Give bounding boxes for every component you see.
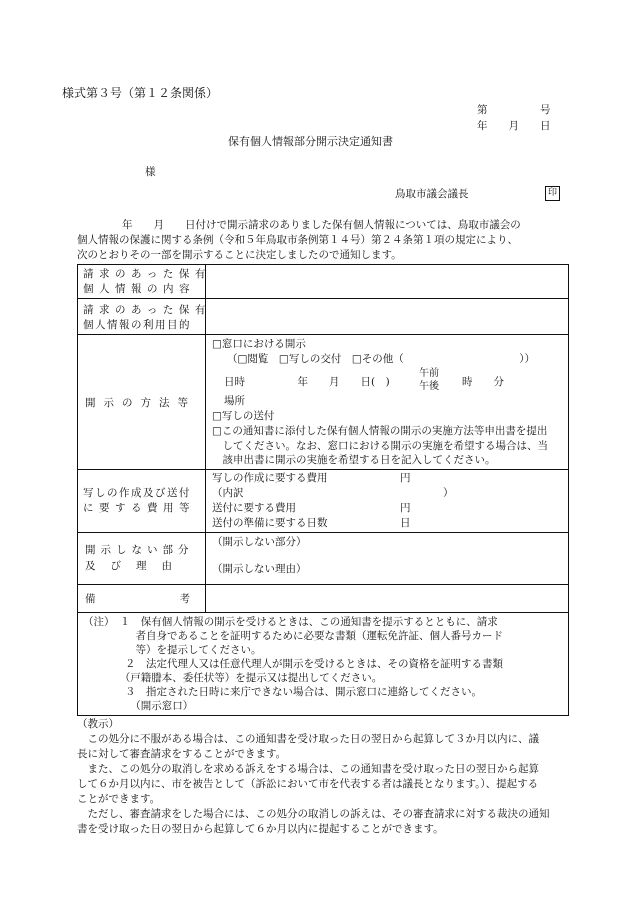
am-label: 午前 <box>419 368 439 379</box>
note-line: （注） １ 保有個人情報の開示を受けるときは、この通知書を提示するとともに、請求 <box>83 616 498 628</box>
instruction-title: （教示） <box>77 718 119 730</box>
instruction-line: して６か月以内に、市を被告として（訴訟において市を代表する者は議長となります。）、提起する <box>77 778 539 790</box>
postage-label: 送付に要する費用 <box>212 502 296 514</box>
undisclosed-part: （開示しない部分） <box>212 536 307 548</box>
preparation-days-label: 送付の準備に要する日数 <box>212 517 328 529</box>
intro-line-1: 年 月 日付けで開示請求のありました保有個人情報については、鳥取市議会の <box>122 219 521 231</box>
instruction-line: また、この処分の取消しを求める訴えをする場合は、この通知書を受け取った日の翌日から起算 <box>77 763 539 775</box>
fee-breakdown: （内訳 ） <box>212 487 454 499</box>
instruction-line: この処分に不服がある場合は、この通知書を受け取った日の翌日から起算して３か月以内に、議 <box>77 733 539 745</box>
note-line: 者自身であることを証明するために必要な書類（運転免許証、個人番号カード <box>83 630 503 642</box>
place-label: 場所 <box>224 395 245 407</box>
mail-copy-option: □写しの送付 <box>212 410 275 422</box>
purpose-label: 個人情報の利用目的 <box>83 319 191 331</box>
counter-disclosure-option: □窓口における開示 <box>212 338 306 350</box>
note-line: ２ 法定代理人又は任意代理人が開示を受けるときは、その資格を証明する書類 <box>83 658 503 670</box>
method-label: 開示の方法等 <box>85 397 196 409</box>
row-divider <box>77 532 569 533</box>
fee-label: 写しの作成及び送付 <box>83 487 191 499</box>
table-border <box>77 264 569 265</box>
seal-mark: 印 <box>545 186 560 201</box>
disclosure-form-table <box>77 264 569 716</box>
fee-label: に要する費用等 <box>83 502 195 514</box>
instruction-line: ことができます。 <box>77 793 161 805</box>
row-divider <box>77 334 569 335</box>
instruction-line: ただし、審査請求をした場合には、この処分の取消しの訴えは、その審査請求に対する裁決の通知 <box>77 808 550 820</box>
application-option-note: してください。なお、窓口における開示の実施を希望する場合は、当 <box>212 440 548 452</box>
day-unit: 日 <box>400 517 411 529</box>
note-line: 等）を提示してください。 <box>83 644 262 656</box>
note-line: （開示窓口） <box>83 700 194 712</box>
remarks-label: 備考 <box>85 593 274 605</box>
document-number: 第 号 <box>477 104 551 116</box>
sender-name: 鳥取市議会議長 <box>395 188 469 200</box>
application-option-note: 該申出書に開示の実施を希望する日を記入してください。 <box>212 454 496 466</box>
copy-fee-label: 写しの作成に要する費用 <box>212 472 328 484</box>
instruction-line: 書を受け取った日の翌日から起算して６か月以内に提起することができます。 <box>77 823 444 835</box>
undisclosed-label: 及び理由 <box>85 560 187 572</box>
application-option: □この通知書に添付した保有個人情報の開示の実施方法等申出書を提出 <box>212 425 548 437</box>
table-border <box>77 264 78 716</box>
pm-label: 午後 <box>419 381 439 392</box>
row-divider <box>77 469 569 470</box>
note-line: ３ 指定された日時に来庁できない場合は、開示窓口に連絡してください。 <box>83 686 482 698</box>
undisclosed-label: 開示しない部分 <box>85 544 194 556</box>
form-number: 様式第３号（第１２条関係） <box>62 86 219 100</box>
purpose-label: 請求のあった保有 <box>83 304 211 316</box>
note-line: （戸籍謄本、委任状等）を提示又は提出してください。 <box>83 672 383 684</box>
requested-info-label: 請求のあった保有 <box>83 268 211 280</box>
appointment-time: 時 分 <box>462 376 504 388</box>
row-divider <box>77 298 569 299</box>
document-date: 年 月 日 <box>477 120 551 132</box>
counter-sub-options: （□閲覧 □写しの交付 □その他（ ）） <box>227 353 536 365</box>
intro-line-2: 個人情報の保護に関する条例（令和５年鳥取市条例第１４号）第２４条第１項の規定により、 <box>77 234 518 246</box>
row-divider <box>77 612 569 613</box>
instruction-line: 長に対して審査請求をすることができます。 <box>77 748 287 760</box>
requested-info-label: 個人情報の内容 <box>83 283 195 295</box>
table-border <box>568 264 569 716</box>
document-title: 保有個人情報部分開示決定通知書 <box>228 135 393 148</box>
yen-unit: 円 <box>400 502 411 514</box>
yen-unit: 円 <box>400 472 411 484</box>
addressee-suffix: 様 <box>145 166 156 178</box>
row-divider <box>77 584 569 585</box>
undisclosed-reason: （開示しない理由） <box>212 563 307 575</box>
appointment-datetime: 日時 年 月 日( ) <box>224 376 390 388</box>
table-border <box>77 715 569 716</box>
intro-line-3: 次のとおりその一部を開示することに決定しましたので通知します。 <box>77 249 402 261</box>
